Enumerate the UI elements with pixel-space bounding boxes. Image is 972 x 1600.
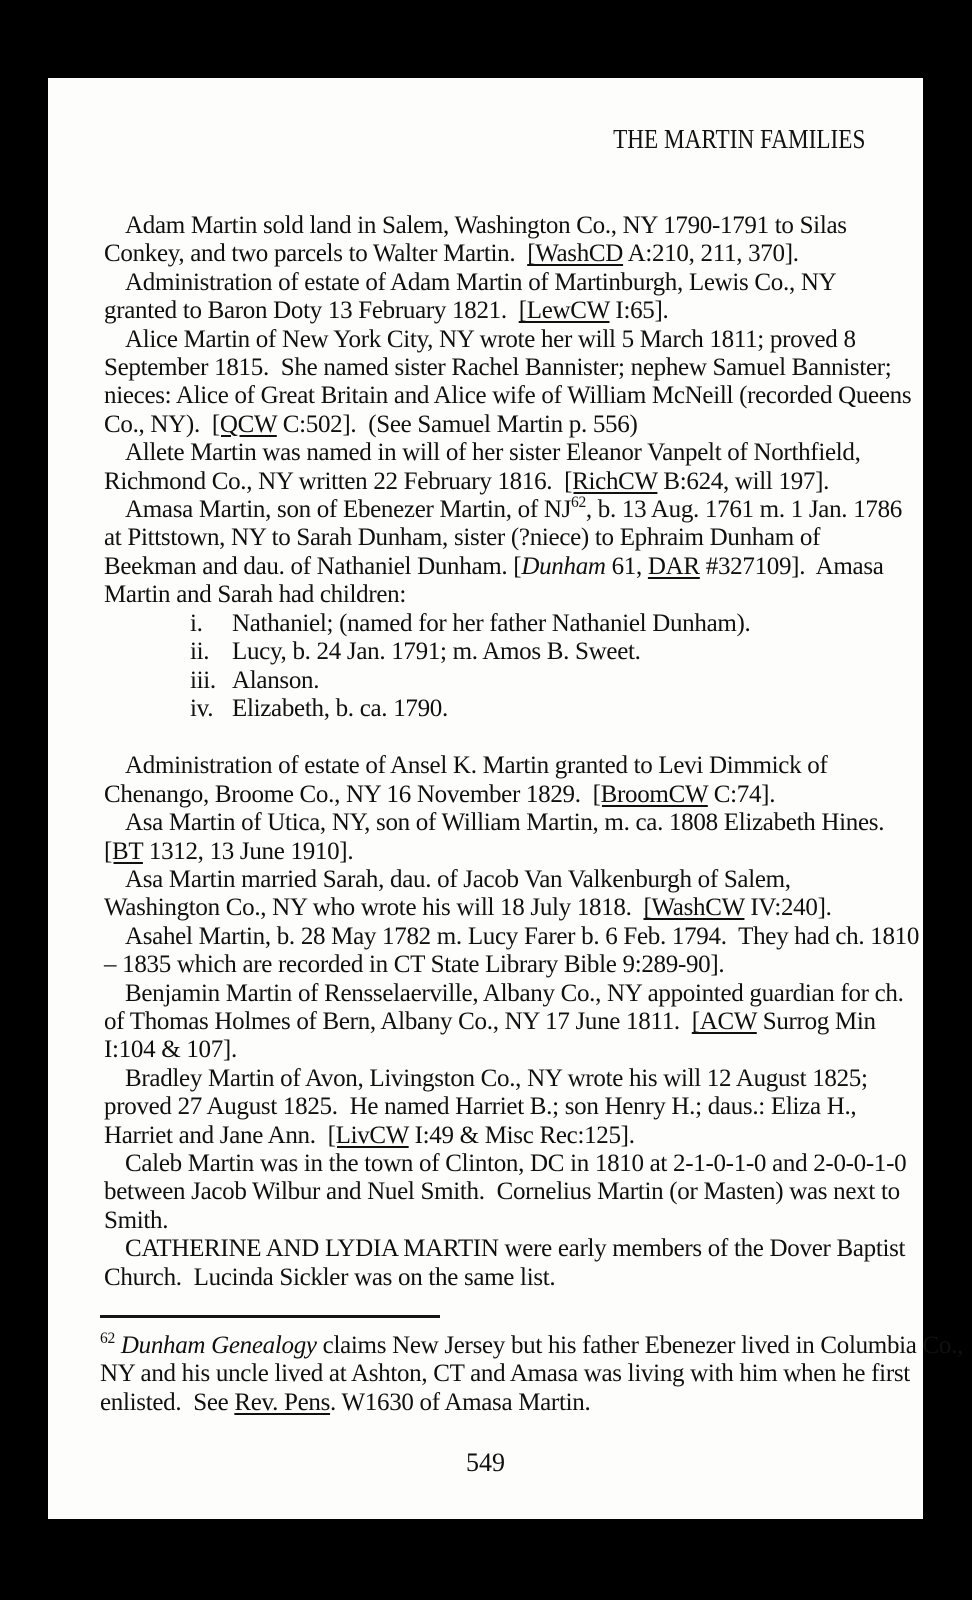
source-reference: [LewCW: [518, 297, 610, 325]
text-line: [104, 269, 867, 297]
text-segment: Asa Martin married Sarah, dau. of Jacob Van Valkenburgh of Salem,: [125, 865, 791, 893]
text-line: [104, 411, 867, 439]
text-line: [104, 354, 892, 382]
text-line: [104, 1178, 900, 1206]
text-segment: claims New Jersey but his father Ebenezer lived in Columbia Co.,: [316, 1332, 964, 1360]
text-line: [104, 1264, 867, 1292]
footnote-separator: [100, 1315, 440, 1318]
page-number: 549: [466, 1448, 505, 1478]
text-segment: C:502]. (See Samuel Martin p. 556): [276, 410, 638, 438]
text-segment: , b. 13 Aug. 1761 m. 1 Jan. 1786: [585, 496, 903, 524]
text-segment: Bradley Martin of Avon, Livingston Co., NY wrote his will 12 August 1825;: [125, 1064, 868, 1092]
text-segment: Washington Co., NY who wrote his will 18 July 1818.: [104, 894, 644, 922]
paragraph: [104, 1235, 906, 1292]
text-segment: B:624, will 197].: [657, 467, 830, 495]
text-segment: Nathaniel; (named for her father Nathaniel Dunham).: [232, 609, 751, 637]
text-segment: Dunham Genealogy: [120, 1332, 317, 1360]
text-line: [104, 212, 867, 240]
text-segment: at Pittstown, NY to Sarah Dunham, sister (?niece) to Ephraim Dunham of: [104, 524, 821, 552]
list-item: [190, 695, 867, 723]
text-segment: Allete Martin was named in will of her sister Eleanor Vanpelt of Northfield,: [125, 439, 861, 467]
text-line: [104, 951, 867, 979]
text-line: [104, 468, 867, 496]
text-segment: Adam Martin sold land in Salem, Washington Co., NY 1790-1791 to Silas: [125, 212, 847, 239]
text-segment: enlisted. See: [100, 1388, 235, 1416]
running-header: THE MARTIN FAMILIES: [612, 124, 865, 154]
text-line: [104, 781, 867, 809]
text-line: [104, 382, 912, 410]
paragraph: [104, 1065, 867, 1150]
text-segment: Asahel Martin, b. 28 May 1782 m. Lucy Farer b. 6 Feb. 1794. They had ch. 1810: [125, 922, 920, 950]
paragraph: [104, 269, 867, 326]
source-reference: [WashCD: [527, 240, 624, 268]
paragraph: [104, 493, 903, 610]
text-segment: I:65].: [609, 297, 669, 325]
text-line: [104, 894, 867, 922]
text-segment: Asa Martin of Utica, NY, son of William Martin, m. ca. 1808 Elizabeth Hines.: [125, 809, 885, 837]
text-line: [104, 809, 885, 837]
text-line: [104, 297, 867, 325]
text-segment: granted to Baron Doty 13 February 1821.: [104, 297, 519, 325]
text-segment: Caleb Martin was in the town of Clinton, DC in 1810 at 2-1-0-1-0 and 2-0-0-1-0: [125, 1150, 907, 1177]
footnote: [100, 1329, 964, 1417]
source-reference: [ACW: [691, 1007, 757, 1035]
text-segment: proved 27 August 1825. He named Harriet B.; son Henry H.; daus.: Eliza H.,: [104, 1093, 857, 1121]
body-text: [104, 212, 920, 1292]
text-segment: NY and his uncle lived at Ashton, CT and Amasa was living with him when he first: [100, 1360, 910, 1388]
list-item: [190, 667, 867, 695]
text-segment: Alanson.: [232, 666, 320, 694]
source-reference: DAR: [647, 552, 700, 580]
text-segment: Benjamin Martin of Rensselaerville, Albany Co., NY appointed guardian for ch.: [125, 979, 904, 1007]
source-reference: [QCW: [211, 410, 277, 438]
text-segment: September 1815. She named sister Rachel Bannister; nephew Samuel Bannister;: [104, 354, 892, 382]
list-item-text: [232, 638, 641, 666]
footnote-marker: 62: [100, 1329, 115, 1347]
text-segment: Chenango, Broome Co., NY 16 November 1829.: [104, 780, 593, 808]
source-reference: [LivCW: [327, 1121, 409, 1149]
text-line: [104, 866, 867, 894]
text-line: [104, 524, 867, 552]
footnote-marker: 62: [571, 493, 586, 511]
list-item-text: [232, 610, 751, 638]
text-line: [104, 1122, 867, 1150]
text-segment: Church. Lucinda Sickler was on the same list.: [104, 1263, 556, 1291]
text-line: [104, 1007, 876, 1036]
text-line: [100, 1329, 964, 1360]
text-line: [104, 493, 903, 524]
text-line: [104, 1235, 906, 1263]
text-line: [104, 1065, 867, 1093]
paragraph: [104, 922, 920, 980]
list-item: [190, 610, 867, 638]
text-segment: Alice Martin of New York City, NY wrote her will 5 March 1811; proved 8: [125, 325, 856, 353]
text-segment: of Thomas Holmes of Bern, Albany Co., NY 17 June 1811.: [104, 1007, 692, 1035]
text-line: [104, 1036, 867, 1064]
source-reference: [BT: [104, 837, 143, 865]
text-line: [104, 240, 867, 268]
text-segment: – 1835 which are recorded in CT State Library Bible 9:289-90].: [104, 951, 725, 979]
page-content: [100, 212, 964, 1478]
text-line: [104, 1207, 867, 1235]
paragraph: [104, 979, 904, 1065]
paragraph: [104, 752, 867, 809]
text-segment: Dunham: [521, 552, 606, 580]
text-segment: Elizabeth, b. ca. 1790.: [232, 694, 448, 722]
text-segment: Martin and Sarah had children:: [104, 581, 407, 609]
text-line: [100, 1360, 910, 1388]
page: [48, 78, 964, 1519]
text-segment: Amasa Martin, son of Ebenezer Martin, of NJ: [125, 496, 571, 524]
text-line: [100, 1389, 867, 1417]
text-segment: Richmond Co., NY written 22 February 1816.: [104, 467, 565, 495]
source-reference: [WashCW: [643, 894, 745, 922]
text-segment: Harriet and Jane Ann.: [104, 1121, 328, 1149]
text-line: [104, 1150, 907, 1178]
text-segment: CATHERINE AND LYDIA MARTIN were early members of the Dover Baptist: [125, 1235, 906, 1263]
text-line: [104, 922, 920, 951]
text-segment: Administration of estate of Ansel K. Martin granted to Levi Dimmick of: [125, 752, 828, 780]
paragraph: [104, 439, 867, 496]
paragraph: [104, 1150, 907, 1235]
list-index: ii.: [190, 638, 210, 666]
text-line: [104, 838, 867, 866]
list-item: [190, 638, 867, 666]
list-index: iv.: [190, 694, 214, 722]
text-line: [104, 439, 867, 467]
text-segment: between Jacob Wilbur and Nuel Smith. Cornelius Martin (or Masten) was next to: [104, 1178, 900, 1206]
text-segment: 61,: [605, 552, 648, 580]
text-segment: IV:240].: [744, 894, 832, 922]
text-segment: 1312, 13 June 1910].: [142, 837, 354, 865]
text-segment: Conkey, and two parcels to Walter Martin.: [104, 240, 528, 268]
source-reference: [BroomCW: [592, 780, 708, 808]
text-segment: C:74].: [707, 780, 776, 808]
list-index: i.: [190, 609, 203, 637]
paragraph: [104, 325, 912, 440]
text-segment: Co., NY).: [104, 410, 212, 438]
list-item-text: [232, 695, 448, 723]
children-list: [190, 610, 867, 724]
text-line: [104, 979, 904, 1008]
text-segment: A:210, 211, 370].: [623, 240, 799, 268]
text-line: [104, 1093, 867, 1121]
text-segment: Administration of estate of Adam Martin of Martinburgh, Lewis Co., NY: [125, 268, 837, 296]
paragraph: [104, 212, 867, 269]
text-segment: I:104 & 107].: [104, 1036, 237, 1064]
source-reference: Rev. Pens: [234, 1388, 331, 1416]
text-segment: . W1630 of Amasa Martin.: [330, 1388, 591, 1416]
paragraph: [104, 809, 885, 866]
source-reference: [RichCW: [564, 467, 658, 495]
text-line: [104, 326, 867, 354]
list-item-text: [232, 667, 319, 695]
paragraph: [104, 866, 867, 923]
list-index: iii.: [190, 666, 216, 694]
text-segment: Beekman and dau. of Nathaniel Dunham. [: [104, 552, 522, 580]
text-line: [104, 581, 867, 609]
text-segment: Lucy, b. 24 Jan. 1791; m. Amos B. Sweet.: [232, 638, 641, 666]
text-segment: Smith.: [104, 1206, 169, 1234]
text-segment: #327109]. Amasa: [699, 552, 884, 580]
text-segment: nieces: Alice of Great Britain and Alice wife of William McNeill (recorded Queens: [104, 382, 912, 410]
text-line: [104, 552, 884, 581]
text-segment: I:49 & Misc Rec:125].: [408, 1121, 635, 1149]
text-segment: Surrog Min: [756, 1007, 876, 1035]
text-line: [104, 752, 867, 780]
